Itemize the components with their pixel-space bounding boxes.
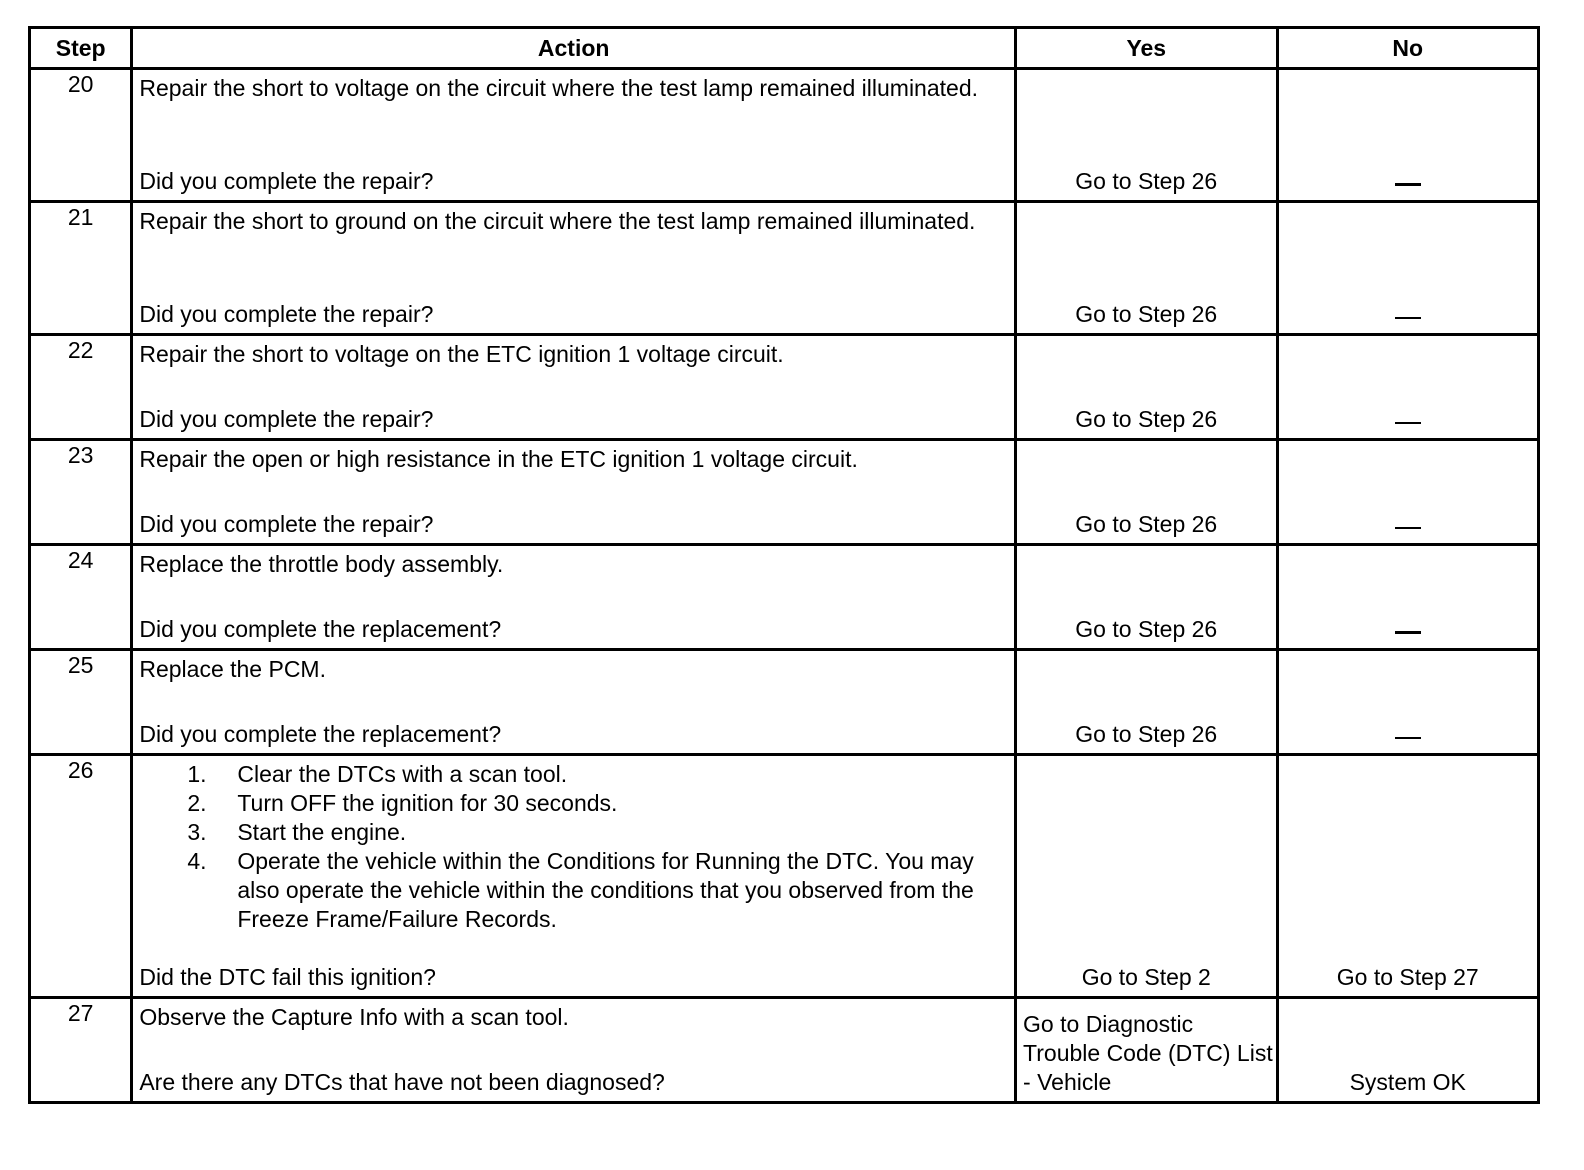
no-result-dash bbox=[1395, 737, 1421, 739]
table-row bbox=[30, 545, 1539, 650]
action-question: Are there any DTCs that have not been diagnosed? bbox=[139, 1069, 665, 1095]
header-action: Action bbox=[132, 28, 1016, 69]
action-question: Did the DTC fail this ignition? bbox=[139, 964, 436, 990]
step-number: 27 bbox=[30, 998, 132, 1103]
substep-item bbox=[187, 818, 1006, 847]
step-number: 21 bbox=[30, 202, 132, 335]
yes-result: Go to Step 26 bbox=[1075, 301, 1218, 327]
yes-cell bbox=[1016, 335, 1277, 440]
action-cell bbox=[132, 69, 1016, 202]
header-yes: Yes bbox=[1016, 28, 1277, 69]
action-text: Repair the open or high resistance in the ETC ignition 1 voltage circuit. bbox=[139, 446, 858, 472]
yes-cell bbox=[1016, 998, 1277, 1103]
yes-cell bbox=[1016, 69, 1277, 202]
no-cell bbox=[1277, 335, 1539, 440]
action-cell bbox=[132, 335, 1016, 440]
diagnostic-table bbox=[28, 26, 1540, 1104]
action-cell bbox=[132, 440, 1016, 545]
action-text: Repair the short to ground on the circuit where the test lamp remained illuminated. bbox=[139, 208, 976, 234]
yes-cell bbox=[1016, 755, 1277, 998]
table-row bbox=[30, 650, 1539, 755]
action-question: Did you complete the repair? bbox=[139, 406, 434, 432]
step-number: 22 bbox=[30, 335, 132, 440]
step-number: 26 bbox=[30, 755, 132, 998]
substep-item bbox=[187, 847, 1006, 934]
yes-result: Go to Step 26 bbox=[1075, 511, 1218, 537]
no-result-dash bbox=[1395, 527, 1421, 529]
table-row bbox=[30, 202, 1539, 335]
action-question: Did you complete the repair? bbox=[139, 511, 434, 537]
table-row bbox=[30, 440, 1539, 545]
table-row bbox=[30, 998, 1539, 1103]
action-question: Did you complete the repair? bbox=[139, 301, 434, 327]
no-result-dash bbox=[1395, 422, 1421, 424]
yes-result: Go to Diagnostic Trouble Code (DTC) List - Vehicle bbox=[1023, 1011, 1273, 1095]
step-number: 23 bbox=[30, 440, 132, 545]
action-question: Did you complete the repair? bbox=[139, 168, 434, 194]
no-cell bbox=[1277, 755, 1539, 998]
action-text: Replace the throttle body assembly. bbox=[139, 551, 504, 577]
no-result: Go to Step 27 bbox=[1336, 964, 1479, 990]
header-row bbox=[30, 28, 1539, 69]
no-cell bbox=[1277, 998, 1539, 1103]
action-cell bbox=[132, 998, 1016, 1103]
yes-result: Go to Step 26 bbox=[1075, 721, 1218, 747]
action-text: Repair the short to voltage on the ETC ignition 1 voltage circuit. bbox=[139, 341, 784, 367]
substep-item bbox=[187, 760, 1006, 789]
action-cell bbox=[132, 650, 1016, 755]
header-step: Step bbox=[30, 28, 132, 69]
action-cell bbox=[132, 755, 1016, 998]
step-number: 24 bbox=[30, 545, 132, 650]
step-number: 20 bbox=[30, 69, 132, 202]
substep-text: Clear the DTCs with a scan tool. bbox=[237, 761, 568, 787]
yes-cell bbox=[1016, 202, 1277, 335]
substep-number: 2. bbox=[187, 790, 207, 816]
no-cell bbox=[1277, 69, 1539, 202]
yes-cell bbox=[1016, 440, 1277, 545]
no-result: System OK bbox=[1349, 1069, 1466, 1095]
action-cell bbox=[132, 545, 1016, 650]
action-text: Repair the short to voltage on the circuit where the test lamp remained illuminated. bbox=[139, 75, 979, 101]
no-cell bbox=[1277, 650, 1539, 755]
action-cell bbox=[132, 202, 1016, 335]
substep-list bbox=[139, 760, 1006, 934]
table-row bbox=[30, 69, 1539, 202]
action-question: Did you complete the replacement? bbox=[139, 616, 502, 642]
table-row bbox=[30, 755, 1539, 998]
substep-number: 4. bbox=[187, 848, 207, 874]
substep-number: 1. bbox=[187, 761, 207, 787]
step-number: 25 bbox=[30, 650, 132, 755]
yes-cell bbox=[1016, 545, 1277, 650]
no-cell bbox=[1277, 545, 1539, 650]
substep-text: Operate the vehicle within the Conditions for Running the DTC. You may also operate the vehicle within the conditions that you observed from the Freeze Frame/Failure Records. bbox=[237, 848, 974, 932]
substep-item bbox=[187, 789, 1006, 818]
substep-number: 3. bbox=[187, 819, 207, 845]
yes-result: Go to Step 2 bbox=[1081, 964, 1211, 990]
no-result-dash bbox=[1395, 631, 1421, 634]
no-cell bbox=[1277, 440, 1539, 545]
no-result-dash bbox=[1395, 183, 1421, 186]
yes-cell bbox=[1016, 650, 1277, 755]
no-result-dash bbox=[1395, 317, 1421, 319]
substep-text: Turn OFF the ignition for 30 seconds. bbox=[237, 790, 618, 816]
yes-result: Go to Step 26 bbox=[1075, 168, 1218, 194]
action-question: Did you complete the replacement? bbox=[139, 721, 502, 747]
action-text: Replace the PCM. bbox=[139, 656, 326, 682]
no-cell bbox=[1277, 202, 1539, 335]
yes-result: Go to Step 26 bbox=[1075, 616, 1218, 642]
yes-result: Go to Step 26 bbox=[1075, 406, 1218, 432]
table-row bbox=[30, 335, 1539, 440]
substep-text: Start the engine. bbox=[237, 819, 407, 845]
header-no: No bbox=[1277, 28, 1539, 69]
action-text: Observe the Capture Info with a scan tool. bbox=[139, 1004, 569, 1030]
